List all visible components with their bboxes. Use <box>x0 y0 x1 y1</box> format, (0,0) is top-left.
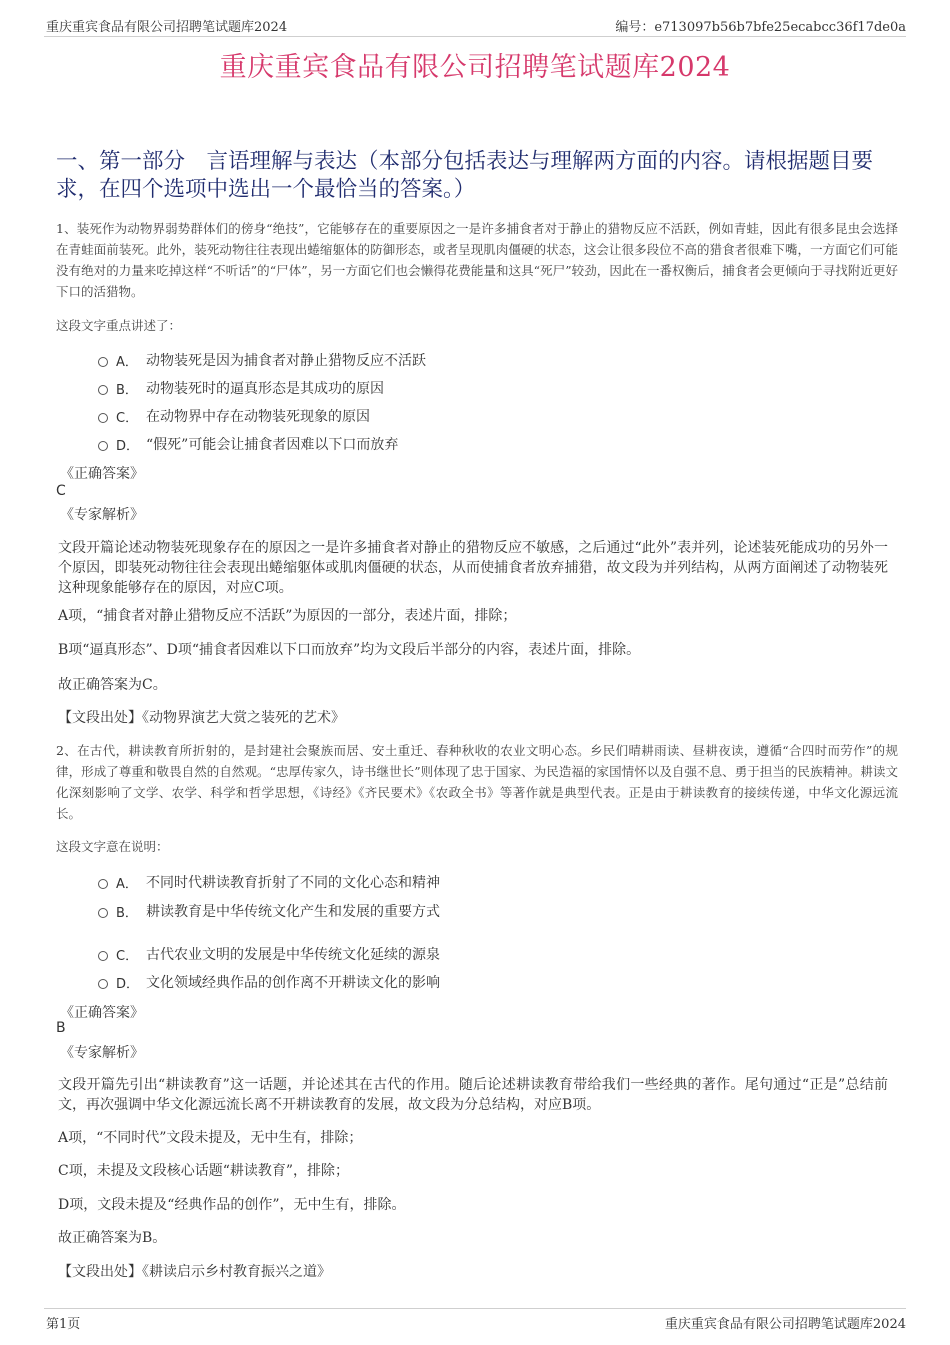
footer-title: 重庆重宾食品有限公司招聘笔试题库2024 <box>664 1317 906 1332</box>
question-1-prompt: 这段文字重点讲述了： <box>56 318 182 333</box>
radio-icon[interactable] <box>98 357 108 367</box>
option-letter: B． <box>116 382 138 398</box>
section-heading: 一、第一部分 言语理解与表达（本部分包括表达与理解两方面的内容。请根据题目要求，在四个选项中选出一个最恰当的答案。） <box>56 149 874 202</box>
footer-divider <box>44 1308 906 1309</box>
question-2-analysis-paragraph: 文段开篇先引出“耕读教育”这一话题，并论述其在古代的作用。随后论述耕读教育带给我们一些经典的著作。尾句通过“正是”总结前文，再次强调中华文化源远流长离不开耕读教育的发展，故文段为分总结构，对应B项。 <box>58 1077 888 1113</box>
header-left-title: 重庆重宾食品有限公司招聘笔试题库2024 <box>46 20 288 35</box>
radio-icon[interactable] <box>98 979 108 989</box>
question-1-option-a[interactable] <box>98 350 426 370</box>
question-1-answer: C <box>56 483 66 499</box>
question-1-analysis-label: 《专家解析》 <box>60 507 144 523</box>
option-text: 动物装死时的逼真形态是其成功的原因 <box>146 381 384 397</box>
question-2-option-b[interactable] <box>98 901 440 921</box>
header-document-id: 编号：e713097b56b7bfe25ecabcc36f17de0a <box>615 20 906 35</box>
option-letter: A． <box>116 876 138 892</box>
radio-icon[interactable] <box>98 951 108 961</box>
question-2-option-d[interactable] <box>98 972 440 992</box>
radio-icon[interactable] <box>98 908 108 918</box>
question-1-analysis-paragraph: 文段开篇论述动物装死现象存在的原因之一是许多捕食者对静止的猎物反应不敏感，之后通过“此外”表并列，论述装死能成功的另外一个原因，即装死动物往往会表现出蜷缩躯体或肌肉僵硬的状态，从而使捕食者放弃捕猎，故文段为并列结构，从两方面阐述了动物装死这种现象能够存在的原因，对应C项。 <box>58 540 888 596</box>
option-text: 文化领域经典作品的创作离不开耕读文化的影响 <box>146 975 440 991</box>
header-divider <box>44 36 906 37</box>
question-2-source: 【文段出处】《耕读启示乡村教育振兴之道》 <box>58 1264 331 1280</box>
question-1-option-d[interactable] <box>98 434 398 454</box>
question-2-analysis-paragraph: A项，“不同时代”文段未提及，无中生有，排除； <box>58 1130 363 1146</box>
question-2-analysis-paragraph: D项，文段未提及“经典作品的创作”，无中生有，排除。 <box>58 1197 406 1213</box>
radio-icon[interactable] <box>98 441 108 451</box>
question-2-answer: B <box>56 1020 66 1036</box>
option-letter: D． <box>116 438 140 454</box>
option-text: 古代农业文明的发展是中华传统文化延续的源泉 <box>146 947 440 963</box>
option-letter: C． <box>116 948 139 964</box>
radio-icon[interactable] <box>98 413 108 423</box>
question-2-prompt: 这段文字意在说明： <box>56 839 169 854</box>
page-number: 第1页 <box>46 1317 81 1332</box>
question-2-option-a[interactable] <box>98 872 440 892</box>
question-2-analysis-paragraph: C项，未提及文段核心话题“耕读教育”，排除； <box>58 1163 350 1179</box>
option-text: 动物装死是因为捕食者对静止猎物反应不活跃 <box>146 353 426 369</box>
option-text: 在动物界中存在动物装死现象的原因 <box>146 409 370 425</box>
option-letter: B． <box>116 905 138 921</box>
option-letter: C． <box>116 410 139 426</box>
question-2-analysis-label: 《专家解析》 <box>60 1045 144 1061</box>
option-letter: A． <box>116 354 138 370</box>
question-1-source: 【文段出处】《动物界演艺大赏之装死的艺术》 <box>58 710 345 726</box>
question-1-analysis-paragraph: 故正确答案为C。 <box>58 677 167 693</box>
question-1-option-b[interactable] <box>98 378 384 398</box>
question-1-analysis-paragraph: B项“逼真形态”、D项“捕食者因难以下口而放弃”均为文段后半部分的内容，表述片面，排除。 <box>58 642 641 658</box>
question-2-analysis-paragraph: 故正确答案为B。 <box>58 1230 167 1246</box>
question-2-answer-label: 《正确答案》 <box>60 1005 144 1021</box>
option-text: 不同时代耕读教育折射了不同的文化心态和精神 <box>146 875 440 891</box>
radio-icon[interactable] <box>98 385 108 395</box>
option-text: “假死”可能会让捕食者因难以下口而放弃 <box>146 437 399 453</box>
question-2-passage: 2、在古代，耕读教育所折射的，是封建社会聚族而居、安土重迁、春种秋收的农业文明心态。乡民们晴耕雨读、昼耕夜读，遵循“合四时而劳作”的规律，形成了尊重和敬畏自然的自然观。“忠厚传家久，诗书继世长”则体现了忠于国家、为民造福的家国情怀以及自强不息、勇于担当的民族精神。耕读文化深刻影响了文学、农学、科学和哲学思想，《诗经》《齐民要术》《农政全书》等著作就是典型代表。正是由于耕读教育的接续传递，中华文化源远流长。 <box>56 743 898 821</box>
question-1-option-c[interactable] <box>98 406 370 426</box>
document-title: 重庆重宾食品有限公司招聘笔试题库2024 <box>219 52 731 83</box>
question-1-analysis-paragraph: A项，“捕食者对静止猎物反应不活跃”为原因的一部分，表述片面，排除； <box>58 608 517 624</box>
question-1-passage: 1、装死作为动物界弱势群体们的傍身“绝技”，它能够存在的重要原因之一是许多捕食者对于静止的猎物反应不活跃，例如青蛙，因此有很多昆虫会选择在青蛙面前装死。此外，装死动物往往表现出蜷缩躯体的防御形态，或者呈现肌肉僵硬的状态，这会让很多段位不高的猎食者很难下嘴，一方面它们可能没有绝对的力量来吃掉这样“不听话”的“尸体”，另一方面它们也会懒得花费能量和这具“死尸”较劲，因此在一番权衡后，捕食者会更倾向于寻找附近更好下口的活猎物。 <box>56 221 898 299</box>
option-letter: D． <box>116 976 140 992</box>
question-2-option-c[interactable] <box>98 944 440 964</box>
option-text: 耕读教育是中华传统文化产生和发展的重要方式 <box>146 904 440 920</box>
question-1-answer-label: 《正确答案》 <box>60 466 144 482</box>
radio-icon[interactable] <box>98 879 108 889</box>
